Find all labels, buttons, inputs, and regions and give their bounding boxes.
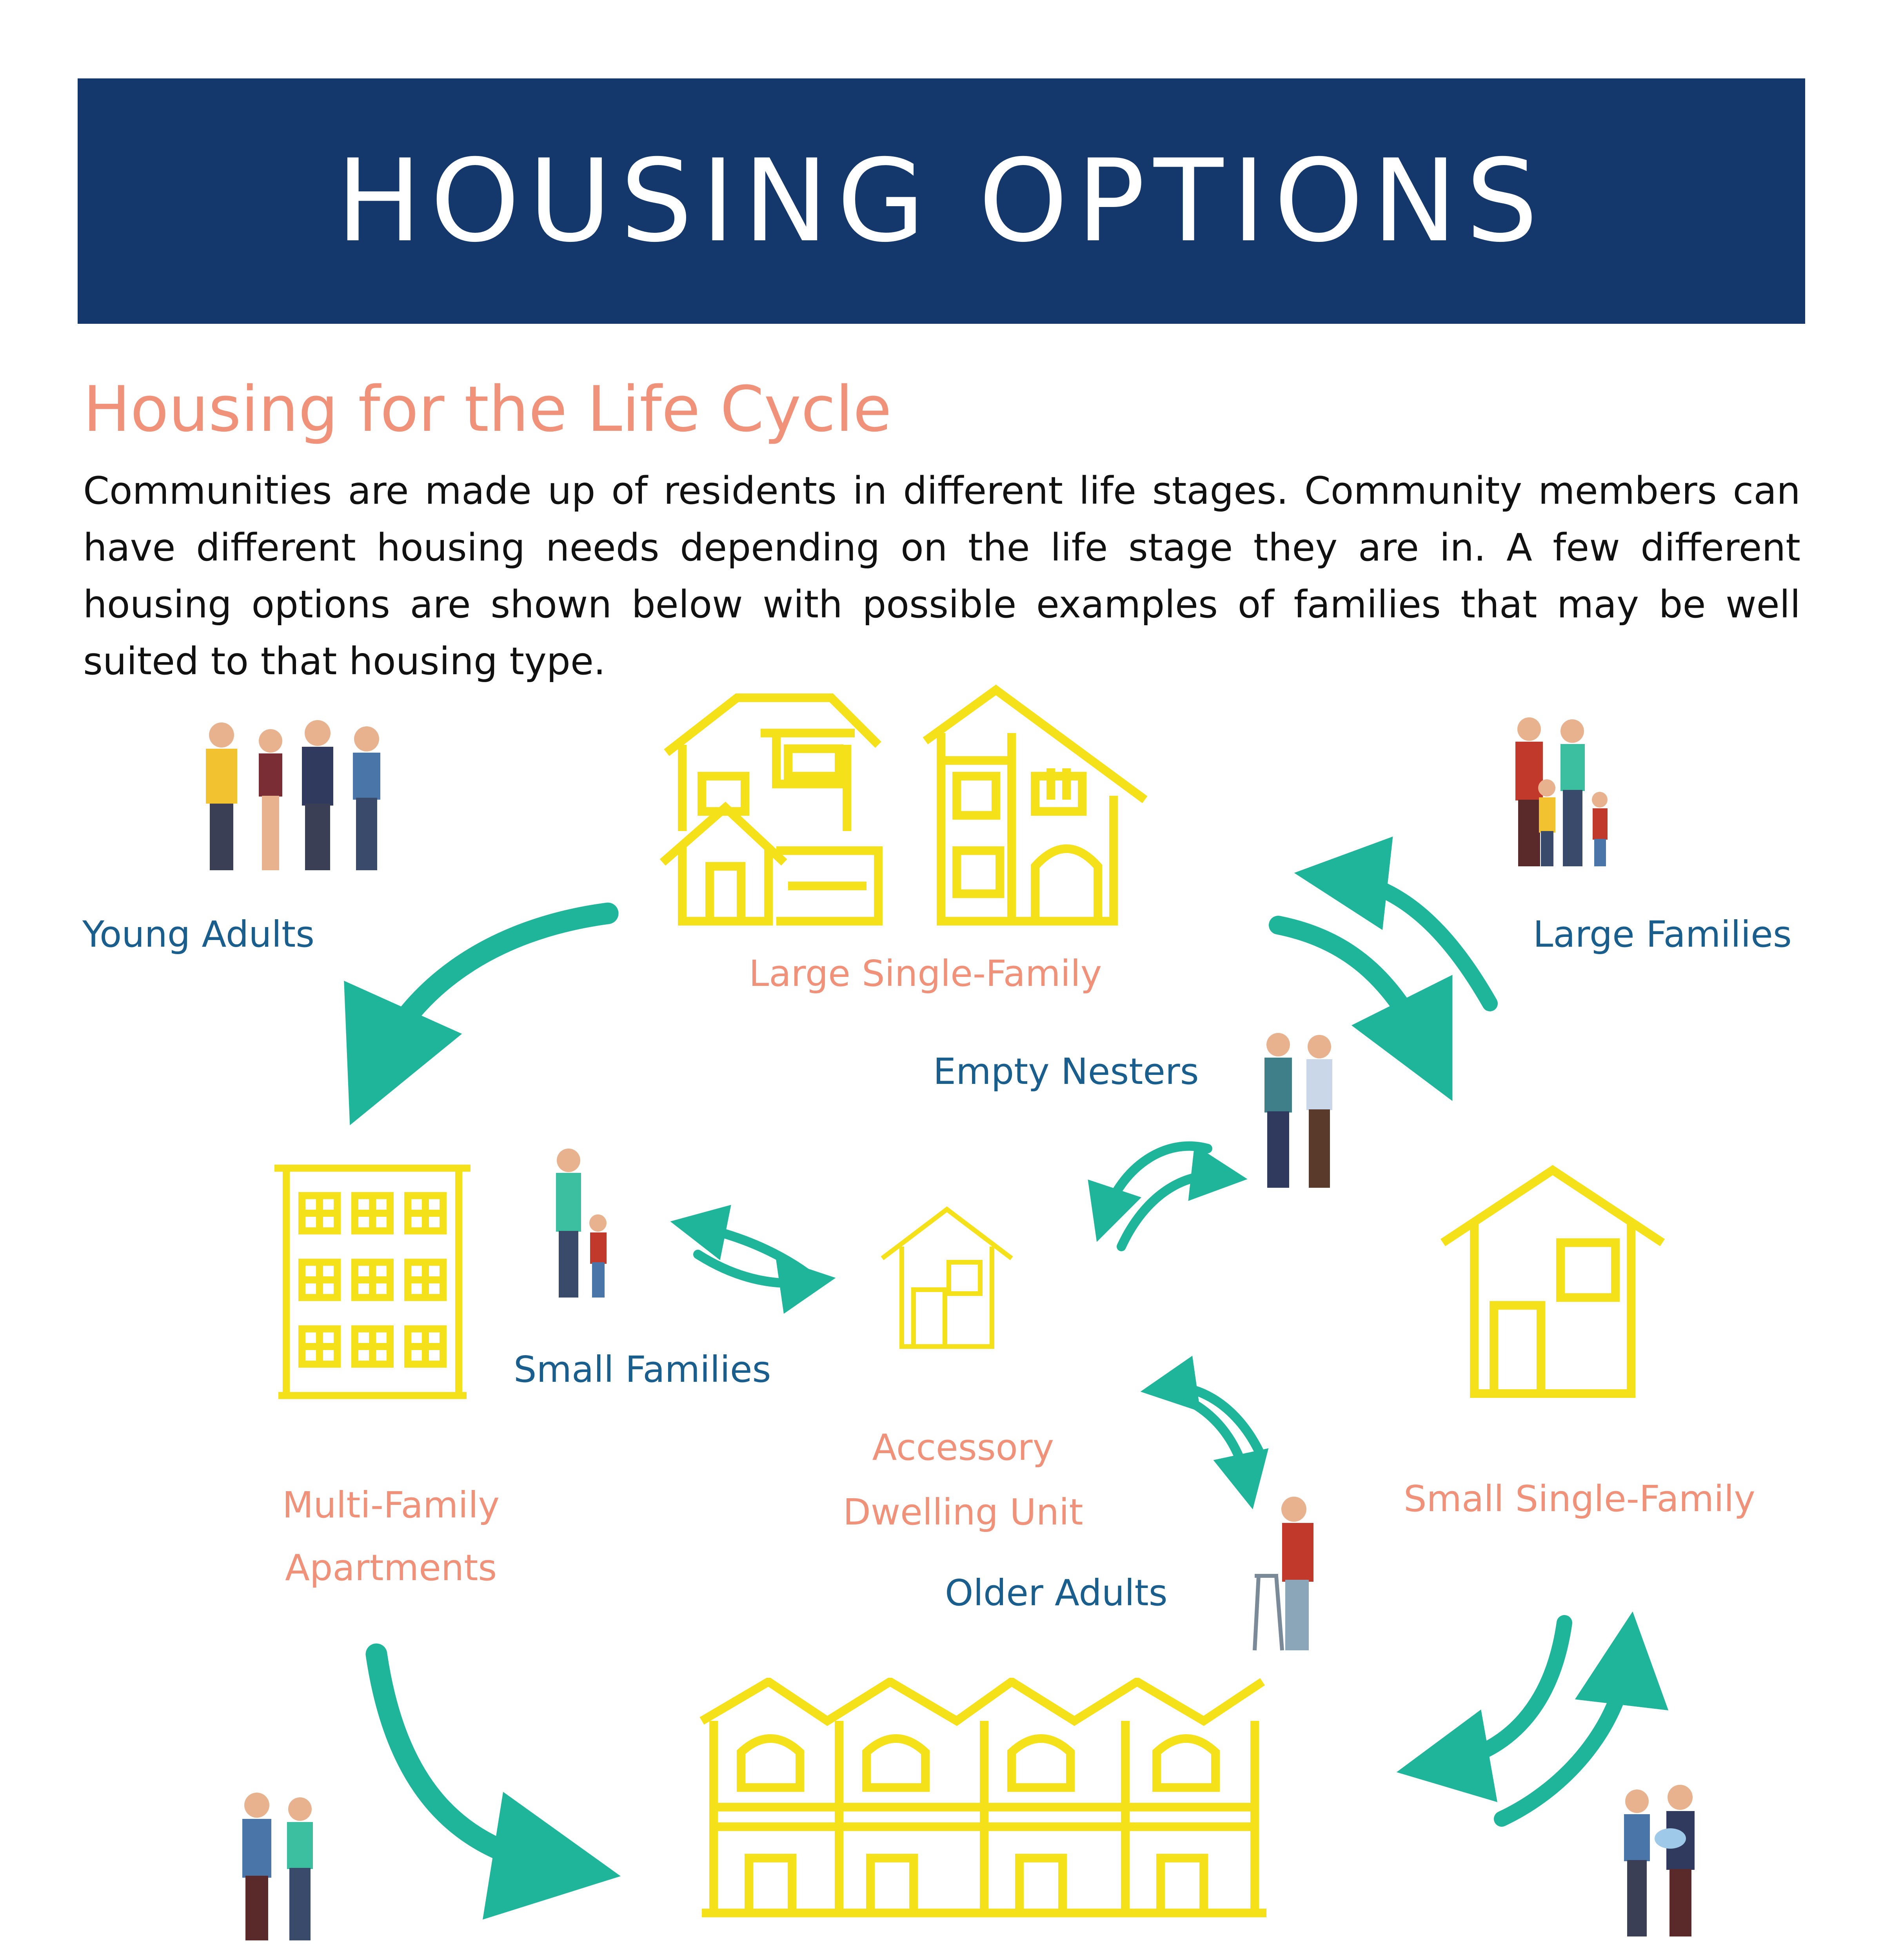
large-single-family-house-icon xyxy=(659,682,1153,933)
empty-nesters-people-icon xyxy=(1251,1027,1349,1192)
townhouses-icon xyxy=(698,1678,1270,1921)
header-banner xyxy=(78,78,1805,324)
apartment-windows xyxy=(302,1196,443,1364)
label-multi-family-line1: Multi-Family xyxy=(282,1484,500,1526)
label-small-families-left: Small Families xyxy=(514,1348,771,1390)
arrow-to-empty-nesters xyxy=(1121,1176,1219,1247)
section-heading: Housing for the Life Cycle xyxy=(83,372,892,446)
small-single-family-house-icon xyxy=(1435,1164,1670,1399)
label-adu-line2: Dwelling Unit xyxy=(843,1491,1083,1533)
older-adults-walker-icon xyxy=(1247,1490,1349,1654)
label-large-families: Large Families xyxy=(1533,913,1792,955)
label-small-single-family: Small Single-Family xyxy=(1404,1478,1755,1520)
label-multi-family xyxy=(282,1474,500,1599)
label-accessory-dwelling-unit xyxy=(843,1415,1083,1544)
label-large-single-family: Large Single-Family xyxy=(749,953,1102,995)
small-families-mother-child-icon xyxy=(541,1145,619,1301)
arrow-to-attached-from-right xyxy=(1443,1623,1564,1764)
arrow-to-older-adults xyxy=(1157,1392,1247,1482)
label-older-adults: Older Adults xyxy=(945,1572,1168,1614)
small-families-parents-baby-icon xyxy=(1611,1780,1709,1940)
accessory-dwelling-unit-icon xyxy=(878,1203,1015,1352)
young-adults-people-icon xyxy=(188,717,400,874)
label-adu-line1: Accessory xyxy=(872,1426,1054,1468)
apartment-building-icon xyxy=(271,1160,474,1403)
arrow-to-small-single-family xyxy=(1502,1658,1627,1819)
page-title: HOUSING OPTIONS xyxy=(336,135,1547,267)
intro-paragraph: Communities are made up of residents in different life stages. Community members can have different housing needs depending on the life stage they are in. A few different housing options are shown below with possible examples of families that may be well suited to that housing type. xyxy=(83,469,1800,683)
label-empty-nesters: Empty Nesters xyxy=(933,1051,1199,1093)
label-young-adults: Young Adults xyxy=(82,913,315,955)
arrow-from-large-families xyxy=(1341,878,1490,1004)
label-multi-family-line2: Apartments xyxy=(285,1547,497,1589)
arrow-to-attached xyxy=(376,1654,557,1866)
large-families-people-icon xyxy=(1502,713,1619,870)
arrow-to-multi-family xyxy=(376,913,608,1066)
young-couples-people-icon xyxy=(227,1788,329,1944)
